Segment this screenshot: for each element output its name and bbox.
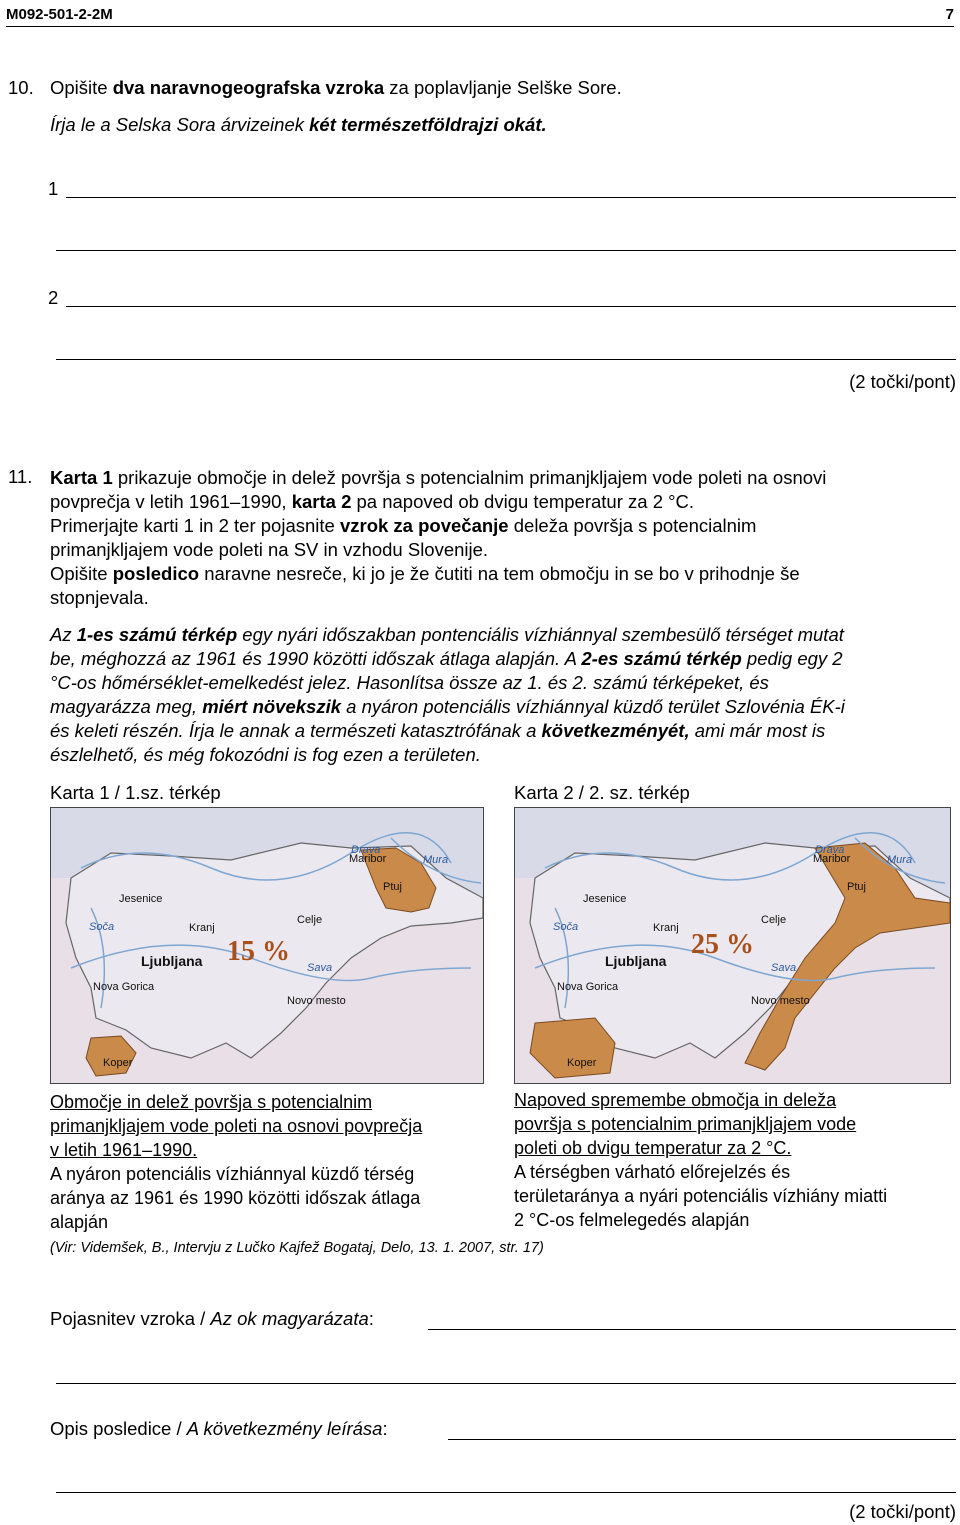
- map2-label-drava: Drava: [815, 844, 845, 856]
- map1-label-jesenice: Jesenice: [119, 893, 163, 905]
- map1-label-nova-gorica: Nova Gorica: [93, 981, 155, 993]
- source-citation: (Vir: Videmšek, B., Intervju z Lučko Kajfež Bogataj, Delo, 13. 1. 2007, str. 17): [50, 1240, 544, 1256]
- map2-label-ljubljana: Ljubljana: [605, 953, 667, 969]
- q10-answer2-line2[interactable]: [56, 359, 956, 360]
- map2-label-maribor: Maribor: [813, 853, 851, 865]
- q11-text-sl: Karta 1 prikazuje območje in delež površja s potencialnim primanjkljajem vode poleti na osnovi povprečja v letih 1961–1990, karta 2 pa napoved ob dvigu temperatur za 2 °C. Primerjajte karti 1 in 2 ter pojasnite vzrok za povečanje deleža površja s potencialnim primanjkljajem vode poleti na SV in vzhodu Slovenije. Opišite posledico naravne nesreče, ki jo je že čutiti na tem območju in se bo v prihodnje še stopnjevala.: [50, 467, 827, 608]
- map1-label-ptuj: Ptuj: [383, 881, 402, 893]
- map2-graphic: [515, 808, 950, 1083]
- explanation-answer-line2[interactable]: [56, 1383, 956, 1384]
- map2-label-novo-mesto: Novo mesto: [751, 995, 810, 1007]
- explanation-label: Pojasnitev vzroka / Az ok magyarázata:: [50, 1308, 374, 1329]
- q10-answer1-line2[interactable]: [56, 250, 956, 251]
- map1-label-novo-mesto: Novo mesto: [287, 995, 346, 1007]
- map1-label-ljubljana: Ljubljana: [141, 953, 203, 969]
- map1: [50, 807, 484, 1084]
- map2-label-koper: Koper: [567, 1057, 597, 1069]
- map2-percent: 25 %: [691, 929, 754, 960]
- q11-points: (2 točki/pont): [849, 1501, 956, 1522]
- map2-label-soca: Soča: [553, 921, 579, 933]
- map1-label-drava: Drava: [351, 844, 381, 856]
- consequence-answer-line2[interactable]: [56, 1492, 956, 1493]
- map1-label-celje: Celje: [297, 914, 323, 926]
- q11-number: 11.: [8, 466, 33, 487]
- map2-label-nova-gorica: Nova Gorica: [557, 981, 619, 993]
- map2-title: Karta 2 / 2. sz. térkép: [514, 782, 690, 803]
- q10-answer1-label: 1: [48, 178, 59, 199]
- map1-label-sava: Sava: [307, 962, 333, 974]
- page-header: [6, 4, 954, 27]
- q10-points: (2 točki/pont): [849, 371, 956, 392]
- map1-graphic: [51, 808, 483, 1083]
- map2-label-kranj: Kranj: [653, 922, 679, 934]
- q11-text-hu: Az 1-es számú térkép egy nyári időszakban pontenciális vízhiánnyal szembesülő térséget mutat be, méghozzá az 1961 és 1990 közötti időszak átlaga alapján. A 2-es számú térkép pedig egy 2 °C-os hőmérséklet-emelkedést jelez. Hasonlítsa össze az 1. és 2. számú térképeket, és magyarázza meg, miért növekszik a nyáron potenciális vízhiánnyal küzdő terület Szlovénia ÉK-i és keleti részén. Írja le annak a természeti katasztrófának a következményét, ami már most is észlelhető, és még fokozódni is fog ezen a területen.: [50, 624, 845, 765]
- map2: [514, 807, 951, 1084]
- map1-percent: 15 %: [227, 936, 290, 967]
- consequence-label: Opis posledice / A következmény leírása:: [50, 1418, 388, 1439]
- consequence-answer-line[interactable]: [448, 1439, 956, 1440]
- map1-label-mura: Mura: [423, 854, 449, 866]
- map2-label-celje: Celje: [761, 914, 787, 926]
- map1-label-kranj: Kranj: [189, 922, 215, 934]
- explanation-answer-line[interactable]: [428, 1329, 956, 1330]
- page-number: 7: [945, 6, 954, 23]
- map1-label-koper: Koper: [103, 1057, 133, 1069]
- q10-text-hu: Írja le a Selska Sora árvizeinek két természetföldrajzi okát.: [50, 114, 547, 135]
- map2-label-mura: Mura: [887, 854, 913, 866]
- map2-label-sava: Sava: [771, 962, 797, 974]
- q10-answer1-line[interactable]: [66, 197, 956, 198]
- q10-text-sl: Opišite dva naravnogeografska vzroka za poplavljanje Selške Sore.: [50, 77, 622, 98]
- map2-label-jesenice: Jesenice: [583, 893, 627, 905]
- map1-label-soca: Soča: [89, 921, 115, 933]
- map1-label-maribor: Maribor: [349, 853, 387, 865]
- map2-caption: Napoved spremembe območja in deleža površja s potencialnim primanjkljajem vode poleti ob dvigu temperatur za 2 °C. A térségben várható előrejelzés és területaránya a nyári potenciális vízhiány miatti 2 °C-os felmelegedés alapján: [514, 1090, 888, 1230]
- exam-code: M092-501-2-2M: [6, 6, 113, 23]
- q10-answer2-line[interactable]: [66, 306, 956, 307]
- map1-title: Karta 1 / 1.sz. térkép: [50, 782, 221, 803]
- q10-answer2-label: 2: [48, 287, 59, 308]
- map1-caption: Območje in delež površja s potencialnim primanjkljajem vode poleti na osnovi povprečja v letih 1961–1990. A nyáron potenciális vízhiánnyal küzdő térség aránya az 1961 és 1990 közötti időszak átlaga alapján: [50, 1092, 423, 1232]
- q10-number: 10.: [8, 77, 34, 98]
- map2-label-ptuj: Ptuj: [847, 881, 866, 893]
